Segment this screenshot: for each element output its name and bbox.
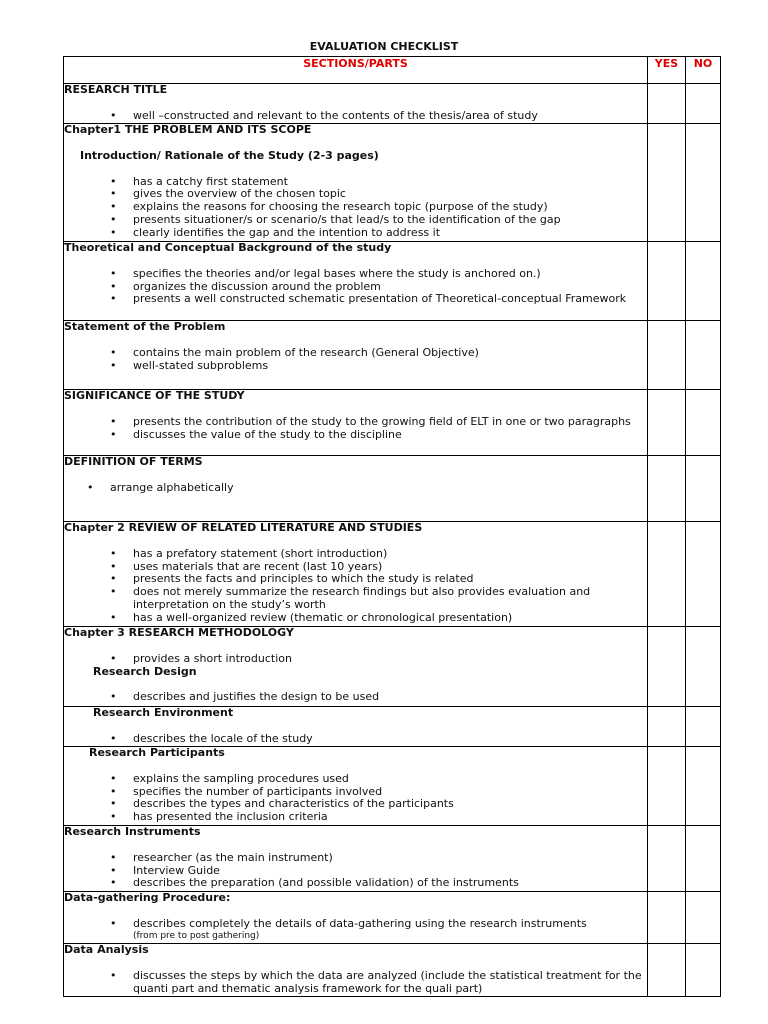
section-cell [64, 892, 648, 944]
section-cell [64, 84, 648, 124]
list-item: • explains the reasons for choosing the research topic (purpose of the study) [64, 201, 647, 214]
list-item: • describes and justifies the design to be used [64, 691, 647, 704]
list-item: • presents the contribution of the study to the growing field of ELT in one or two paragraphs [64, 416, 647, 429]
yes-checkbox-cell[interactable] [648, 747, 686, 826]
list-item: • gives the overview of the chosen topic [64, 188, 647, 201]
checklist-row-data-analysis [64, 944, 721, 997]
list-item: • describes the locale of the study [64, 733, 647, 746]
no-checkbox-cell[interactable] [686, 747, 721, 826]
section-cell [64, 124, 648, 242]
list-item: • presents the facts and principles to which the study is related [64, 573, 647, 586]
checklist-row-statement-of-problem [64, 321, 721, 390]
checklist-row-research-environment [64, 707, 721, 747]
no-checkbox-cell[interactable] [686, 390, 721, 456]
list-item: • contains the main problem of the research (General Objective) [64, 347, 647, 360]
chapter-heading: Chapter1 THE PROBLEM AND ITS SCOPE [64, 123, 312, 136]
section-cell [64, 707, 648, 747]
no-checkbox-cell[interactable] [686, 826, 721, 892]
chapter-heading: Chapter 2 REVIEW OF RELATED LITERATURE AND STUDIES [64, 521, 423, 534]
list-item: • has a prefatory statement (short introduction) [64, 548, 647, 561]
section-heading: SIGNIFICANCE OF THE STUDY [64, 389, 245, 402]
list-item: • specifies the number of participants involved [64, 786, 647, 799]
list-item: • has presented the inclusion criteria [64, 811, 647, 824]
list-item: • well –constructed and relevant to the contents of the thesis/area of study [64, 110, 647, 123]
no-checkbox-cell[interactable] [686, 522, 721, 627]
sections-column-header: SECTIONS/PARTS [64, 57, 648, 84]
list-item: • specifies the theories and/or legal bases where the study is anchored on.) [64, 268, 647, 281]
list-item: • has a well-organized review (thematic or chronological presentation) [64, 612, 647, 625]
list-item: • well-stated subproblems [64, 360, 647, 373]
checklist-row-significance [64, 390, 721, 456]
section-heading: Research Design [93, 664, 197, 678]
list-item: • clearly identifies the gap and the intention to address it [64, 227, 647, 240]
list-item: • does not merely summarize the research findings but also provides evaluation and interpretation on the study’s worth [64, 586, 647, 612]
section-heading: Research Instruments [64, 825, 201, 838]
item-note: (from pre to post gathering) [133, 930, 260, 941]
list-item: • explains the sampling procedures used [64, 773, 647, 786]
list-item: • researcher (as the main instrument) [64, 852, 647, 865]
section-cell [64, 390, 648, 456]
header-row [64, 57, 721, 84]
list-item: • describes completely the details of data-gathering using the research instruments [64, 918, 647, 931]
list-item: • describes the types and characteristics of the participants [64, 798, 647, 811]
no-checkbox-cell[interactable] [686, 124, 721, 242]
no-checkbox-cell[interactable] [686, 84, 721, 124]
section-heading: Data Analysis [64, 943, 149, 956]
yes-checkbox-cell[interactable] [648, 456, 686, 522]
yes-checkbox-cell[interactable] [648, 944, 686, 997]
list-item: • presents situationer/s or scenario/s that lead/s to the identification of the gap [64, 214, 647, 227]
list-item: • arrange alphabetically [64, 482, 647, 495]
section-cell [64, 456, 648, 522]
no-column-header: NO [686, 57, 721, 84]
yes-checkbox-cell[interactable] [648, 707, 686, 747]
section-cell [64, 627, 648, 707]
no-checkbox-cell[interactable] [686, 242, 721, 321]
yes-checkbox-cell[interactable] [648, 242, 686, 321]
checklist-row-research-instruments [64, 826, 721, 892]
yes-checkbox-cell[interactable] [648, 84, 686, 124]
no-checkbox-cell[interactable] [686, 892, 721, 944]
yes-checkbox-cell[interactable] [648, 892, 686, 944]
checklist-row-chapter2 [64, 522, 721, 627]
section-cell [64, 747, 648, 826]
no-checkbox-cell[interactable] [686, 944, 721, 997]
no-checkbox-cell[interactable] [686, 321, 721, 390]
list-item: • discusses the value of the study to the discipline [64, 429, 647, 442]
checklist-row-chapter3-design [64, 627, 721, 707]
checklist-row-definition-of-terms [64, 456, 721, 522]
checklist-row-research-participants [64, 747, 721, 826]
yes-checkbox-cell[interactable] [648, 826, 686, 892]
section-cell [64, 242, 648, 321]
section-cell [64, 321, 648, 390]
checklist-row-theoretical-background [64, 242, 721, 321]
list-item: • provides a short introduction [64, 653, 647, 666]
yes-checkbox-cell[interactable] [648, 321, 686, 390]
evaluation-checklist-table [63, 56, 721, 997]
no-checkbox-cell[interactable] [686, 456, 721, 522]
list-item: • presents a well constructed schematic presentation of Theoretical-conceptual Framework [64, 293, 647, 306]
section-cell [64, 522, 648, 627]
section-cell [64, 944, 648, 997]
list-item: • uses materials that are recent (last 10 years) [64, 561, 647, 574]
chapter-heading: Chapter 3 RESEARCH METHODOLOGY [64, 626, 294, 639]
section-heading: Introduction/ Rationale of the Study (2-3 pages) [80, 148, 379, 162]
section-cell [64, 826, 648, 892]
no-checkbox-cell[interactable] [686, 627, 721, 707]
list-item: • discusses the steps by which the data are analyzed (include the statistical treatment for the quanti part and thematic analysis framework for the quali part) [64, 970, 647, 996]
section-heading: Research Participants [89, 746, 225, 759]
no-checkbox-cell[interactable] [686, 707, 721, 747]
checklist-row-chapter1-intro [64, 124, 721, 242]
section-heading: Data-gathering Procedure: [64, 891, 231, 904]
list-item: • organizes the discussion around the problem [64, 281, 647, 294]
yes-checkbox-cell[interactable] [648, 124, 686, 242]
list-item: • describes the preparation (and possible validation) of the instruments [64, 877, 647, 890]
page-title: EVALUATION CHECKLIST [309, 40, 459, 53]
section-heading: Theoretical and Conceptual Background of the study [64, 241, 392, 254]
section-heading: RESEARCH TITLE [64, 83, 168, 96]
yes-checkbox-cell[interactable] [648, 522, 686, 627]
list-item: • has a catchy first statement [64, 176, 647, 189]
section-heading: Research Environment [93, 706, 234, 719]
yes-column-header: YES [648, 57, 686, 84]
checklist-row-research-title [64, 84, 721, 124]
yes-checkbox-cell[interactable] [648, 390, 686, 456]
yes-checkbox-cell[interactable] [648, 627, 686, 707]
section-heading: DEFINITION OF TERMS [64, 455, 203, 468]
checklist-row-data-gathering [64, 892, 721, 944]
list-item: • Interview Guide [64, 865, 647, 878]
section-heading: Statement of the Problem [64, 320, 226, 333]
